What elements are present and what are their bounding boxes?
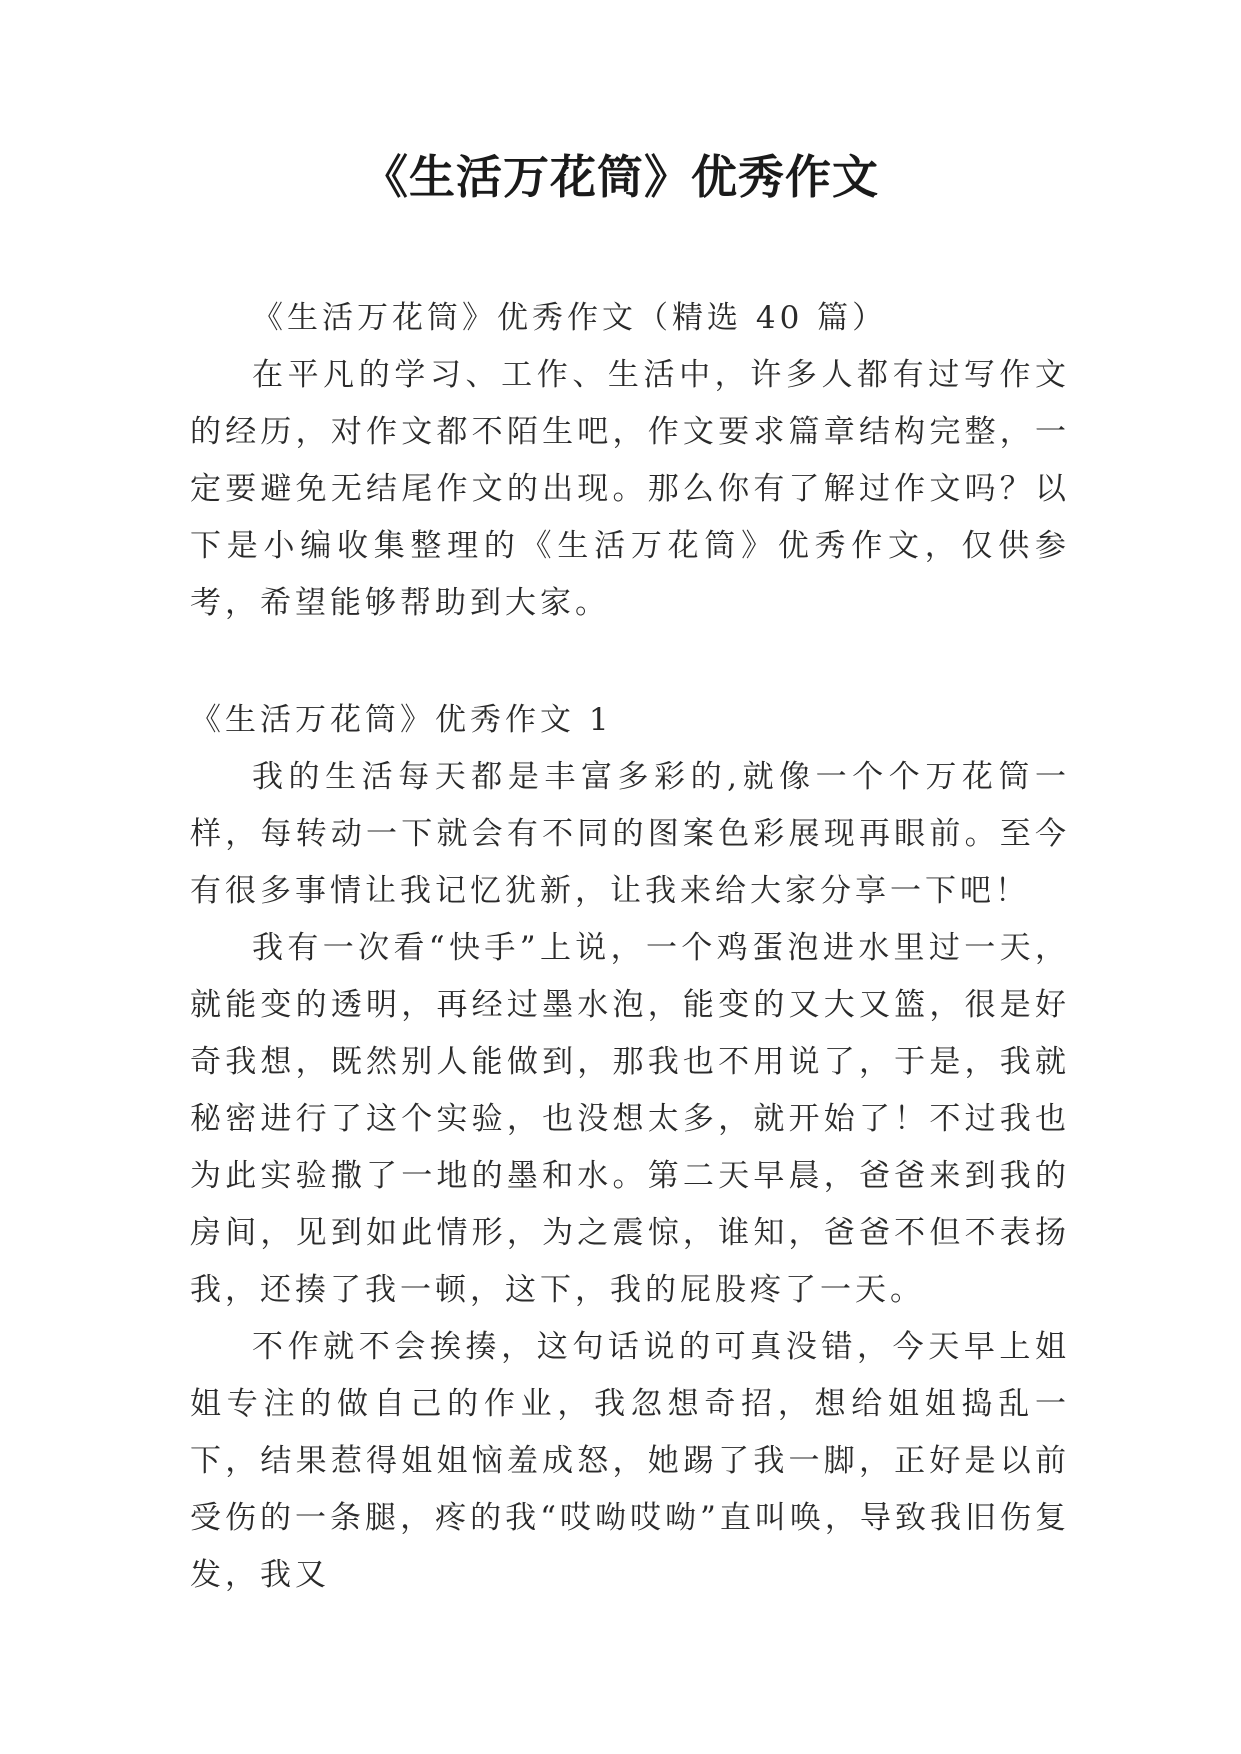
document-title: 《生活万花筒》优秀作文 [362, 150, 879, 204]
document-body [190, 290, 1070, 1604]
section-gap [190, 632, 1070, 692]
section-heading: 《生活万花筒》优秀作文 1 [190, 702, 613, 738]
body-paragraph: 我的生活每天都是丰富多彩的,就像一个个万花筒一样，每转动一下就会有不同的图案色彩展现再眼前。至今有很多事情让我记忆犹新，让我来给大家分享一下吧！ [190, 759, 1070, 909]
document-subtitle: 《生活万花筒》优秀作文（精选 40 篇） [252, 300, 888, 336]
body-paragraph: 我有一次看“快手”上说，一个鸡蛋泡进水里过一天，就能变的透明，再经过墨水泡，能变的又大又篮，很是好奇我想，既然别人能做到，那我也不用说了，于是，我就秘密进行了这个实验，也没想太多，就开始了！不过我也为此实验撒了一地的墨和水。第二天早晨，爸爸来到我的房间，见到如此情形，为之震惊，谁知，爸爸不但不表扬我，还揍了我一顿，这下，我的屁股疼了一天。 [190, 930, 1070, 1308]
body-paragraph: 不作就不会挨揍，这句话说的可真没错，今天早上姐姐专注的做自己的作业，我忽想奇招，想给姐姐捣乱一下，结果惹得姐姐恼羞成怒，她踢了我一脚，正好是以前受伤的一条腿，疼的我“哎呦哎呦”直叫唤，导致我旧伤复发，我又 [190, 1329, 1070, 1593]
intro-paragraph: 在平凡的学习、工作、生活中，许多人都有过写作文的经历，对作文都不陌生吧，作文要求篇章结构完整，一定要避免无结尾作文的出现。那么你有了解过作文吗？以下是小编收集整理的《生活万花筒》优秀作文，仅供参考，希望能够帮助到大家。 [190, 357, 1070, 621]
